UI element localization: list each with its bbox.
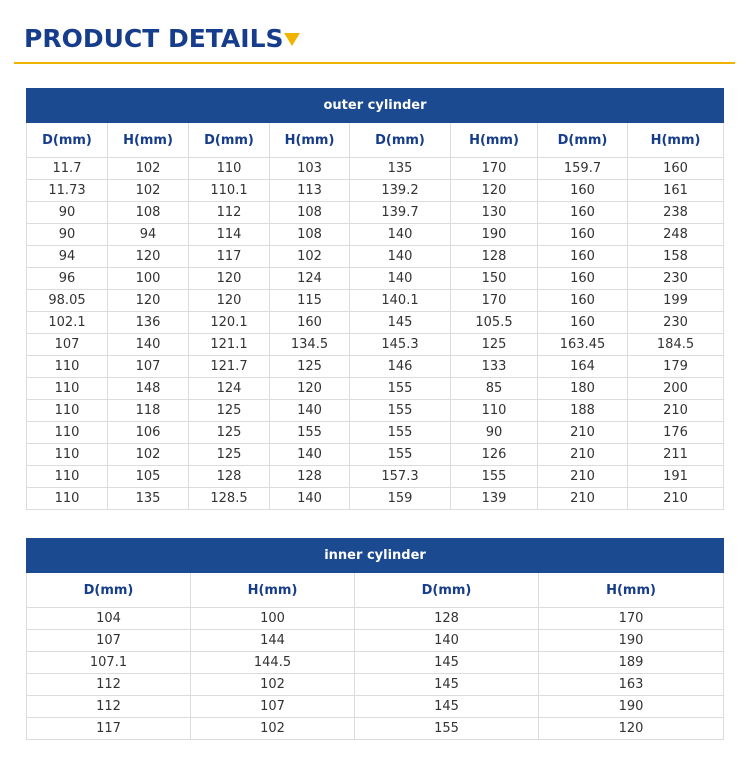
table-cell: 125 bbox=[189, 444, 270, 466]
table-cell: 134.5 bbox=[270, 334, 350, 356]
table-cell: 110 bbox=[27, 444, 108, 466]
table-cell: 110 bbox=[27, 356, 108, 378]
table-cell: 107.1 bbox=[27, 652, 191, 674]
table-cell: 140 bbox=[270, 400, 350, 422]
section-header bbox=[14, 22, 735, 64]
table-cell: 11.73 bbox=[27, 180, 108, 202]
table-cell: 11.7 bbox=[27, 158, 108, 180]
table-row bbox=[27, 268, 724, 290]
table-cell: 102 bbox=[191, 674, 355, 696]
table-cell: 160 bbox=[538, 224, 628, 246]
table-cell: 113 bbox=[270, 180, 350, 202]
table-cell: 163.45 bbox=[538, 334, 628, 356]
table-cell: 155 bbox=[451, 466, 538, 488]
table-row bbox=[27, 334, 724, 356]
table-row bbox=[27, 608, 724, 630]
table-cell: 146 bbox=[350, 356, 451, 378]
table-row bbox=[27, 652, 724, 674]
table-cell: 160 bbox=[538, 180, 628, 202]
table-cell: 94 bbox=[108, 224, 189, 246]
table-cell: 210 bbox=[538, 466, 628, 488]
outer-cylinder-table bbox=[26, 88, 724, 510]
column-header: H(mm) bbox=[539, 573, 724, 608]
table-row bbox=[27, 378, 724, 400]
table-row bbox=[27, 202, 724, 224]
table-cell: 125 bbox=[189, 400, 270, 422]
table-row bbox=[27, 718, 724, 740]
table-cell: 110 bbox=[451, 400, 538, 422]
table-cell: 108 bbox=[270, 224, 350, 246]
table-row bbox=[27, 312, 724, 334]
table-cell: 139.2 bbox=[350, 180, 451, 202]
column-header: D(mm) bbox=[27, 573, 191, 608]
table-cell: 128.5 bbox=[189, 488, 270, 510]
table-cell: 145 bbox=[355, 652, 539, 674]
table-cell: 160 bbox=[538, 290, 628, 312]
table-cell: 155 bbox=[350, 422, 451, 444]
outer-table-caption: outer cylinder bbox=[27, 89, 724, 123]
table-cell: 121.1 bbox=[189, 334, 270, 356]
table-cell: 248 bbox=[628, 224, 724, 246]
table-row bbox=[27, 180, 724, 202]
table-cell: 145.3 bbox=[350, 334, 451, 356]
table-cell: 170 bbox=[451, 158, 538, 180]
table-cell: 128 bbox=[189, 466, 270, 488]
table-cell: 150 bbox=[451, 268, 538, 290]
table-cell: 120 bbox=[108, 246, 189, 268]
table-cell: 102.1 bbox=[27, 312, 108, 334]
table-cell: 140 bbox=[350, 268, 451, 290]
table-cell: 159.7 bbox=[538, 158, 628, 180]
table-cell: 90 bbox=[451, 422, 538, 444]
table-cell: 191 bbox=[628, 466, 724, 488]
table-cell: 110 bbox=[27, 466, 108, 488]
table-cell: 155 bbox=[355, 718, 539, 740]
table-cell: 210 bbox=[628, 488, 724, 510]
column-header: H(mm) bbox=[451, 123, 538, 158]
table-cell: 110 bbox=[27, 378, 108, 400]
column-header: H(mm) bbox=[270, 123, 350, 158]
triangle-down-icon bbox=[284, 33, 300, 46]
table-cell: 115 bbox=[270, 290, 350, 312]
table-cell: 155 bbox=[350, 444, 451, 466]
table-cell: 103 bbox=[270, 158, 350, 180]
column-header: H(mm) bbox=[191, 573, 355, 608]
table-cell: 135 bbox=[350, 158, 451, 180]
inner-cylinder-table bbox=[26, 538, 724, 740]
table-cell: 100 bbox=[108, 268, 189, 290]
table-cell: 139.7 bbox=[350, 202, 451, 224]
table-cell: 179 bbox=[628, 356, 724, 378]
table-cell: 160 bbox=[538, 202, 628, 224]
table-cell: 90 bbox=[27, 224, 108, 246]
table-cell: 210 bbox=[538, 422, 628, 444]
table-cell: 145 bbox=[355, 696, 539, 718]
table-cell: 100 bbox=[191, 608, 355, 630]
table-cell: 160 bbox=[270, 312, 350, 334]
table-cell: 110 bbox=[189, 158, 270, 180]
table-row bbox=[27, 224, 724, 246]
table-cell: 155 bbox=[350, 378, 451, 400]
table-cell: 128 bbox=[451, 246, 538, 268]
table-row bbox=[27, 488, 724, 510]
table-cell: 199 bbox=[628, 290, 724, 312]
table-cell: 121.7 bbox=[189, 356, 270, 378]
table-cell: 94 bbox=[27, 246, 108, 268]
column-header: H(mm) bbox=[628, 123, 724, 158]
table-cell: 160 bbox=[538, 268, 628, 290]
table-cell: 102 bbox=[108, 444, 189, 466]
table-cell: 107 bbox=[108, 356, 189, 378]
table-cell: 159 bbox=[350, 488, 451, 510]
column-header: D(mm) bbox=[189, 123, 270, 158]
table-cell: 128 bbox=[270, 466, 350, 488]
table-cell: 136 bbox=[108, 312, 189, 334]
table-cell: 110 bbox=[27, 422, 108, 444]
table-cell: 135 bbox=[108, 488, 189, 510]
table-cell: 211 bbox=[628, 444, 724, 466]
table-row bbox=[27, 444, 724, 466]
table-row bbox=[27, 630, 724, 652]
table-cell: 102 bbox=[270, 246, 350, 268]
table-cell: 107 bbox=[27, 630, 191, 652]
table-cell: 238 bbox=[628, 202, 724, 224]
column-header: D(mm) bbox=[350, 123, 451, 158]
table-row bbox=[27, 696, 724, 718]
table-cell: 124 bbox=[270, 268, 350, 290]
table-cell: 102 bbox=[108, 180, 189, 202]
table-row bbox=[27, 422, 724, 444]
table-cell: 144 bbox=[191, 630, 355, 652]
table-cell: 98.05 bbox=[27, 290, 108, 312]
column-header: D(mm) bbox=[355, 573, 539, 608]
table-cell: 155 bbox=[350, 400, 451, 422]
table-cell: 139 bbox=[451, 488, 538, 510]
table-cell: 160 bbox=[628, 158, 724, 180]
table-cell: 188 bbox=[538, 400, 628, 422]
table-cell: 190 bbox=[539, 630, 724, 652]
table-row bbox=[27, 158, 724, 180]
table-cell: 114 bbox=[189, 224, 270, 246]
table-cell: 140.1 bbox=[350, 290, 451, 312]
table-cell: 120 bbox=[451, 180, 538, 202]
table-cell: 230 bbox=[628, 312, 724, 334]
table-cell: 140 bbox=[108, 334, 189, 356]
table-cell: 120 bbox=[108, 290, 189, 312]
table-cell: 160 bbox=[538, 312, 628, 334]
table-cell: 112 bbox=[27, 696, 191, 718]
table-cell: 160 bbox=[538, 246, 628, 268]
table-cell: 145 bbox=[350, 312, 451, 334]
table-cell: 125 bbox=[451, 334, 538, 356]
table-cell: 144.5 bbox=[191, 652, 355, 674]
table-cell: 125 bbox=[189, 422, 270, 444]
table-cell: 110 bbox=[27, 488, 108, 510]
inner-table-caption: inner cylinder bbox=[27, 539, 724, 573]
table-cell: 105 bbox=[108, 466, 189, 488]
table-cell: 190 bbox=[451, 224, 538, 246]
table-cell: 107 bbox=[27, 334, 108, 356]
table-cell: 120 bbox=[539, 718, 724, 740]
table-cell: 102 bbox=[191, 718, 355, 740]
column-header: H(mm) bbox=[108, 123, 189, 158]
table-cell: 210 bbox=[628, 400, 724, 422]
table-cell: 117 bbox=[189, 246, 270, 268]
table-cell: 140 bbox=[350, 246, 451, 268]
table-row bbox=[27, 246, 724, 268]
column-header: D(mm) bbox=[538, 123, 628, 158]
table-cell: 210 bbox=[538, 444, 628, 466]
page-title: PRODUCT DETAILS bbox=[24, 24, 284, 53]
table-cell: 200 bbox=[628, 378, 724, 400]
table-cell: 170 bbox=[539, 608, 724, 630]
table-cell: 112 bbox=[27, 674, 191, 696]
table-cell: 190 bbox=[539, 696, 724, 718]
table-cell: 133 bbox=[451, 356, 538, 378]
table-cell: 120 bbox=[270, 378, 350, 400]
table-cell: 117 bbox=[27, 718, 191, 740]
table-cell: 104 bbox=[27, 608, 191, 630]
table-row bbox=[27, 400, 724, 422]
table-cell: 90 bbox=[27, 202, 108, 224]
table-cell: 161 bbox=[628, 180, 724, 202]
table-cell: 155 bbox=[270, 422, 350, 444]
table-cell: 85 bbox=[451, 378, 538, 400]
table-cell: 170 bbox=[451, 290, 538, 312]
table-cell: 157.3 bbox=[350, 466, 451, 488]
table-row bbox=[27, 356, 724, 378]
table-cell: 189 bbox=[539, 652, 724, 674]
table-row bbox=[27, 290, 724, 312]
table-cell: 126 bbox=[451, 444, 538, 466]
table-cell: 158 bbox=[628, 246, 724, 268]
table-cell: 106 bbox=[108, 422, 189, 444]
table-cell: 130 bbox=[451, 202, 538, 224]
table-cell: 118 bbox=[108, 400, 189, 422]
table-cell: 176 bbox=[628, 422, 724, 444]
table-cell: 120 bbox=[189, 290, 270, 312]
table-cell: 96 bbox=[27, 268, 108, 290]
table-cell: 108 bbox=[108, 202, 189, 224]
table-cell: 128 bbox=[355, 608, 539, 630]
table-row bbox=[27, 674, 724, 696]
table-cell: 230 bbox=[628, 268, 724, 290]
table-cell: 140 bbox=[350, 224, 451, 246]
table-cell: 163 bbox=[539, 674, 724, 696]
table-cell: 125 bbox=[270, 356, 350, 378]
table-row bbox=[27, 466, 724, 488]
table-cell: 110 bbox=[27, 400, 108, 422]
table-cell: 164 bbox=[538, 356, 628, 378]
table-cell: 107 bbox=[191, 696, 355, 718]
table-cell: 120.1 bbox=[189, 312, 270, 334]
table-cell: 140 bbox=[270, 444, 350, 466]
table-cell: 145 bbox=[355, 674, 539, 696]
table-cell: 105.5 bbox=[451, 312, 538, 334]
column-header: D(mm) bbox=[27, 123, 108, 158]
table-cell: 148 bbox=[108, 378, 189, 400]
table-cell: 184.5 bbox=[628, 334, 724, 356]
table-cell: 124 bbox=[189, 378, 270, 400]
table-cell: 102 bbox=[108, 158, 189, 180]
table-cell: 110.1 bbox=[189, 180, 270, 202]
table-cell: 108 bbox=[270, 202, 350, 224]
table-cell: 140 bbox=[355, 630, 539, 652]
table-cell: 120 bbox=[189, 268, 270, 290]
table-cell: 180 bbox=[538, 378, 628, 400]
table-cell: 140 bbox=[270, 488, 350, 510]
table-cell: 112 bbox=[189, 202, 270, 224]
table-cell: 210 bbox=[538, 488, 628, 510]
